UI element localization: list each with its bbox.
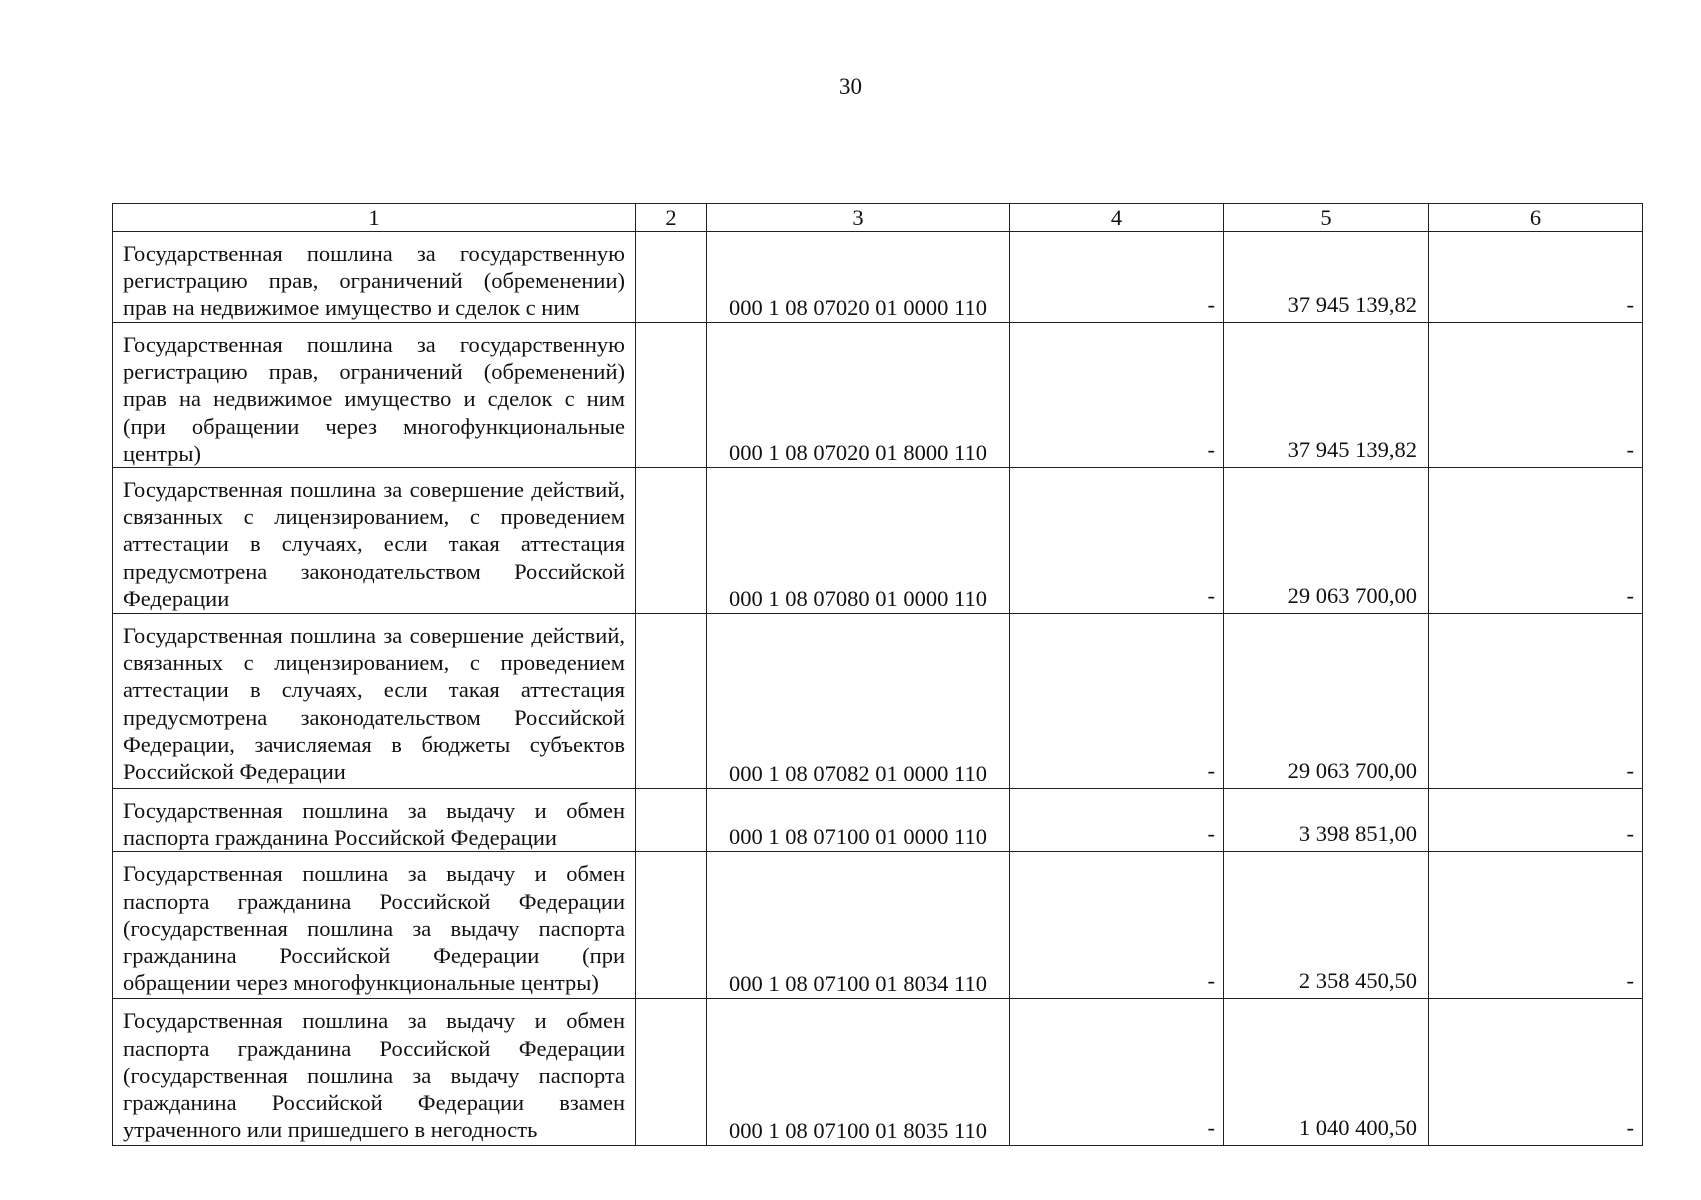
col4-cell: - (1010, 468, 1224, 614)
col4-cell: - (1010, 999, 1224, 1146)
col6-cell: - (1429, 468, 1643, 614)
col6-cell: - (1429, 232, 1643, 323)
table-row (113, 614, 1643, 789)
col2-cell (636, 232, 707, 323)
amount-cell: 37 945 139,82 (1224, 232, 1429, 323)
budget-code-cell: 000 1 08 07100 01 0000 110 (707, 789, 1010, 852)
col4-cell: - (1010, 614, 1224, 789)
revenue-name-cell: Государственная пошлина за совершение действий, связанных с лицензированием, с проведением аттестации в случаях, если такая аттестация предусмотрена законодательством Российской Федерации, зачисляемая в бюджеты субъектов Российской Федерации (113, 614, 636, 789)
budget-code-cell: 000 1 08 07020 01 8000 110 (707, 323, 1010, 468)
revenue-table (112, 203, 1643, 1146)
revenue-name-cell: Государственная пошлина за выдачу и обмен паспорта гражданина Российской Федерации (113, 789, 636, 852)
column-header-2: 2 (636, 204, 707, 232)
col6-cell: - (1429, 614, 1643, 789)
col6-cell: - (1429, 323, 1643, 468)
budget-code-cell: 000 1 08 07020 01 0000 110 (707, 232, 1010, 323)
amount-cell: 37 945 139,82 (1224, 323, 1429, 468)
col4-cell: - (1010, 852, 1224, 999)
col2-cell (636, 999, 707, 1146)
column-header-4: 4 (1010, 204, 1224, 232)
revenue-name-cell: Государственная пошлина за выдачу и обмен паспорта гражданина Российской Федерации (государственная пошлина за выдачу паспорта гражданина Российской Федерации (при обращении через многофункциональные центры) (113, 852, 636, 999)
col6-cell: - (1429, 999, 1643, 1146)
column-header-6: 6 (1429, 204, 1643, 232)
revenue-name-cell: Государственная пошлина за государственную регистрацию прав, ограничений (обременений) прав на недвижимое имущество и сделок с ним (при обращении через многофункциональные центры) (113, 323, 636, 468)
budget-code-cell: 000 1 08 07100 01 8035 110 (707, 999, 1010, 1146)
col2-cell (636, 614, 707, 789)
budget-code-cell: 000 1 08 07080 01 0000 110 (707, 468, 1010, 614)
col2-cell (636, 852, 707, 999)
col2-cell (636, 789, 707, 852)
col6-cell: - (1429, 852, 1643, 999)
table-row (113, 999, 1643, 1146)
col4-cell: - (1010, 232, 1224, 323)
table-body (113, 232, 1643, 1146)
amount-cell: 3 398 851,00 (1224, 789, 1429, 852)
table-row (113, 789, 1643, 852)
col2-cell (636, 468, 707, 614)
budget-code-cell: 000 1 08 07082 01 0000 110 (707, 614, 1010, 789)
table-row (113, 323, 1643, 468)
column-header-5: 5 (1224, 204, 1429, 232)
amount-cell: 1 040 400,50 (1224, 999, 1429, 1146)
column-header-1: 1 (113, 204, 636, 232)
amount-cell: 2 358 450,50 (1224, 852, 1429, 999)
table-row (113, 232, 1643, 323)
table-row (113, 468, 1643, 614)
budget-code-cell: 000 1 08 07100 01 8034 110 (707, 852, 1010, 999)
page-number: 30 (839, 74, 862, 99)
col4-cell: - (1010, 789, 1224, 852)
revenue-name-cell: Государственная пошлина за выдачу и обмен паспорта гражданина Российской Федерации (государственная пошлина за выдачу паспорта гражданина Российской Федерации взамен утраченного или пришедшего в негодность (113, 999, 636, 1146)
amount-cell: 29 063 700,00 (1224, 614, 1429, 789)
table-row (113, 852, 1643, 999)
col6-cell: - (1429, 789, 1643, 852)
revenue-name-cell: Государственная пошлина за совершение действий, связанных с лицензированием, с проведением аттестации в случаях, если такая аттестация предусмотрена законодательством Российской Федерации (113, 468, 636, 614)
table-header (113, 204, 1643, 232)
amount-cell: 29 063 700,00 (1224, 468, 1429, 614)
col4-cell: - (1010, 323, 1224, 468)
column-header-3: 3 (707, 204, 1010, 232)
header-row (113, 204, 1643, 232)
col2-cell (636, 323, 707, 468)
revenue-name-cell: Государственная пошлина за государственную регистрацию прав, ограничений (обременении) прав на недвижимое имущество и сделок с ним (113, 232, 636, 323)
